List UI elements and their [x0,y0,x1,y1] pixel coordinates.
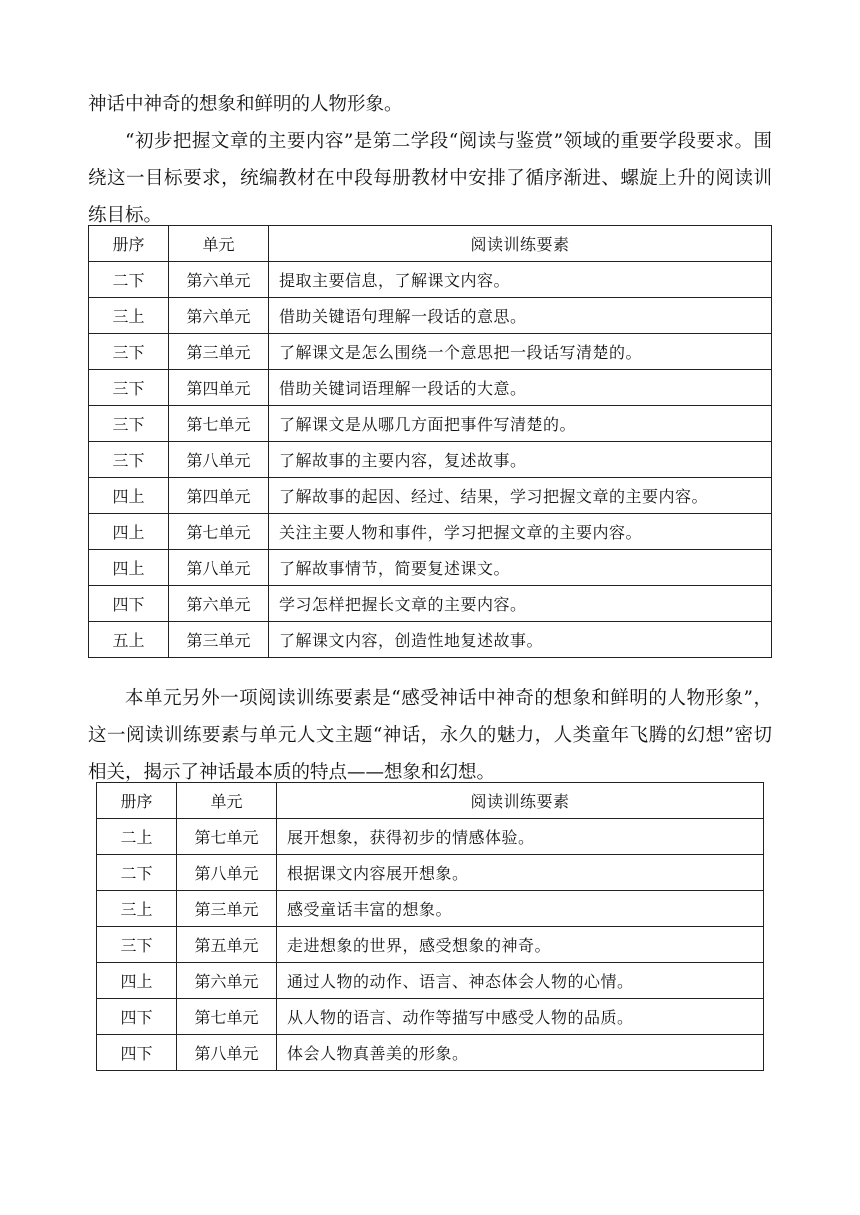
cell-volume: 四上 [89,478,169,514]
cell-element: 了解课文内容，创造性地复述故事。 [269,622,772,658]
cell-unit: 第八单元 [169,550,269,586]
cell-unit: 第六单元 [169,262,269,298]
table-row [89,370,772,406]
table-row [89,550,772,586]
cell-volume: 三下 [89,370,169,406]
cell-element: 从人物的语言、动作等描写中感受人物的品质。 [277,999,764,1035]
table-row [89,478,772,514]
cell-volume: 三上 [97,891,177,927]
cell-element: 借助关键语句理解一段话的意思。 [269,298,772,334]
header-element: 阅读训练要素 [269,226,772,262]
cell-volume: 二上 [97,819,177,855]
cell-volume: 二下 [97,855,177,891]
table-row [89,586,772,622]
header-volume: 册序 [97,783,177,819]
table-row [97,891,764,927]
cell-volume: 四上 [89,514,169,550]
cell-unit: 第八单元 [177,855,277,891]
header-volume: 册序 [89,226,169,262]
cell-volume: 三下 [97,927,177,963]
cell-volume: 四下 [97,1035,177,1071]
cell-element: 借助关键词语理解一段话的大意。 [269,370,772,406]
cell-unit: 第六单元 [169,586,269,622]
reading-elements-table-2 [96,782,764,1071]
header-unit: 单元 [177,783,277,819]
cell-element: 了解故事的起因、经过、结果，学习把握文章的主要内容。 [269,478,772,514]
cell-element: 展开想象，获得初步的情感体验。 [277,819,764,855]
reading-elements-table-1 [88,225,772,658]
cell-element: 了解故事的主要内容，复述故事。 [269,442,772,478]
cell-element: 通过人物的动作、语言、神态体会人物的心情。 [277,963,764,999]
cell-unit: 第七单元 [169,514,269,550]
cell-unit: 第三单元 [177,891,277,927]
cell-unit: 第八单元 [177,1035,277,1071]
cell-unit: 第三单元 [169,334,269,370]
cell-element: 了解课文是从哪几方面把事件写清楚的。 [269,406,772,442]
cell-volume: 三上 [89,298,169,334]
cell-volume: 三下 [89,442,169,478]
cell-element: 学习怎样把握长文章的主要内容。 [269,586,772,622]
cell-unit: 第四单元 [169,370,269,406]
table-row [97,927,764,963]
table-row [97,1035,764,1071]
table-row [97,855,764,891]
cell-volume: 三下 [89,334,169,370]
table-row [89,262,772,298]
table-row [89,514,772,550]
cell-volume: 五上 [89,622,169,658]
table-row [97,999,764,1035]
cell-element: 体会人物真善美的形象。 [277,1035,764,1071]
paragraph-intro-end: 神话中神奇的想象和鲜明的人物形象。 [88,94,403,115]
header-unit: 单元 [169,226,269,262]
cell-unit: 第四单元 [169,478,269,514]
cell-volume: 四下 [89,586,169,622]
paragraph-myth-imagination: 本单元另外一项阅读训练要素是“感受神话中神奇的想象和鲜明的人物形象”，这一阅读训练要素与单元人文主题“神话，永久的魅力，人类童年飞腾的幻想”密切相关，揭示了神话最本质的特点——想象和幻想。 [88,688,772,783]
cell-element: 根据课文内容展开想象。 [277,855,764,891]
cell-unit: 第七单元 [169,406,269,442]
table-header-row [89,226,772,262]
cell-volume: 四下 [97,999,177,1035]
cell-unit: 第八单元 [169,442,269,478]
cell-unit: 第六单元 [177,963,277,999]
header-element: 阅读训练要素 [277,783,764,819]
cell-volume: 三下 [89,406,169,442]
cell-unit: 第五单元 [177,927,277,963]
cell-unit: 第三单元 [169,622,269,658]
cell-element: 提取主要信息，了解课文内容。 [269,262,772,298]
cell-unit: 第六单元 [169,298,269,334]
table-row [89,334,772,370]
cell-volume: 四上 [97,963,177,999]
paragraph-main-content-goal: “初步把握文章的主要内容”是第二学段“阅读与鉴赏”领域的重要学段要求。围绕这一目标要求，统编教材在中段每册教材中安排了循序渐进、螺旋上升的阅读训练目标。 [88,131,772,226]
cell-element: 走进想象的世界，感受想象的神奇。 [277,927,764,963]
cell-volume: 四上 [89,550,169,586]
cell-unit: 第七单元 [177,999,277,1035]
table-row [89,406,772,442]
table-row [97,963,764,999]
cell-element: 了解故事情节，简要复述课文。 [269,550,772,586]
table-row [89,298,772,334]
table-row [89,442,772,478]
table-row [89,622,772,658]
cell-unit: 第七单元 [177,819,277,855]
cell-element: 了解课文是怎么围绕一个意思把一段话写清楚的。 [269,334,772,370]
table-row [97,819,764,855]
cell-element: 感受童话丰富的想象。 [277,891,764,927]
cell-element: 关注主要人物和事件，学习把握文章的主要内容。 [269,514,772,550]
cell-volume: 二下 [89,262,169,298]
table-header-row [97,783,764,819]
